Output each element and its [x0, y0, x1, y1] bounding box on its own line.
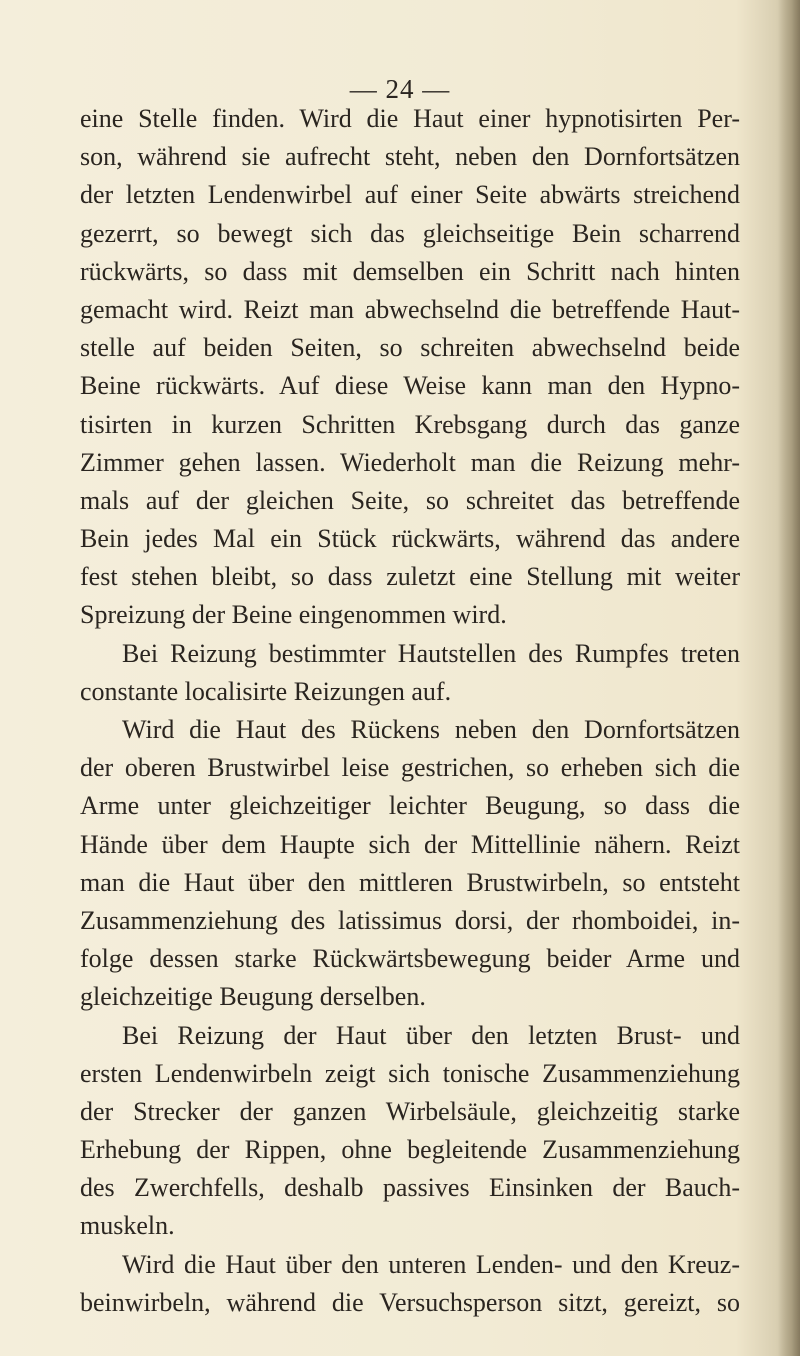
text-line: gleichzeitige Beugung derselben. [80, 982, 426, 1012]
text-line: tisirten in kurzen Schritten Krebsgang durch das ganze [80, 409, 740, 439]
text-line: rückwärts, so dass mit demselben ein Schritt nach hinten [80, 256, 740, 286]
text-line: gezerrt, so bewegt sich das gleichseitige Bein scharrend [80, 218, 740, 248]
text-line: der letzten Lendenwirbel auf einer Seite abwärts streichend [80, 180, 740, 210]
text-line: beinwirbeln, während die Versuchsperson sitzt, gereizt, so [80, 1287, 740, 1317]
text-line: gemacht wird. Reizt man abwechselnd die betreffende Haut- [80, 294, 740, 324]
page-gutter-shadow [778, 0, 800, 1356]
text-line: Zusammenziehung des latissimus dorsi, der rhomboidei, in- [80, 905, 740, 935]
text-line: Spreizung der Beine eingenommen wird. [80, 600, 507, 630]
text-line: ersten Lendenwirbeln zeigt sich tonische Zusammenziehung [80, 1058, 740, 1088]
text-line: son, während sie aufrecht steht, neben den Dornfortsätzen [80, 142, 740, 172]
text-line: Wird die Haut über den unteren Lenden- und den Kreuz- [122, 1249, 740, 1279]
text-line: Erhebung der Rippen, ohne begleitende Zusammenziehung [80, 1135, 740, 1165]
text-line: der Strecker der ganzen Wirbelsäule, gleichzeitig starke [80, 1096, 740, 1126]
text-line: muskeln. [80, 1211, 175, 1241]
text-line: constante localisirte Reizungen auf. [80, 676, 452, 706]
text-line: Beine rückwärts. Auf diese Weise kann man den Hypno- [80, 371, 740, 401]
page-number: — 24 — [349, 74, 451, 104]
text-line: Zimmer gehen lassen. Wiederholt man die Reizung mehr- [80, 447, 740, 477]
text-line: folge dessen starke Rückwärtsbewegung beider Arme und [80, 944, 740, 974]
text-line: Wird die Haut des Rückens neben den Dornfortsätzen [122, 715, 740, 744]
text-line: der oberen Brustwirbel leise gestrichen, so erheben sich die [80, 753, 740, 783]
text-line: fest stehen bleibt, so dass zuletzt eine Stellung mit weiter [80, 562, 740, 592]
body-text [80, 100, 740, 1322]
text-line: Bei Reizung bestimmter Hautstellen des Rumpfes treten [122, 638, 740, 668]
text-line: Bei Reizung der Haut über den letzten Brust- und [122, 1020, 740, 1050]
text-line: eine Stelle finden. Wird die Haut einer hypnotisirten Per- [80, 104, 740, 133]
text-line: man die Haut über den mittleren Brustwirbeln, so entsteht [80, 867, 740, 897]
text-line: Bein jedes Mal ein Stück rückwärts, während das andere [80, 524, 740, 554]
text-line: Arme unter gleichzeitiger leichter Beugung, so dass die [80, 791, 740, 821]
text-line: stelle auf beiden Seiten, so schreiten abwechselnd beide [80, 333, 740, 363]
text-line: mals auf der gleichen Seite, so schreitet das betreffende [80, 485, 740, 515]
text-line: Hände über dem Haupte sich der Mittellinie nähern. Reizt [80, 829, 740, 859]
text-line: des Zwerchfells, deshalb passives Einsinken der Bauch- [80, 1173, 740, 1203]
